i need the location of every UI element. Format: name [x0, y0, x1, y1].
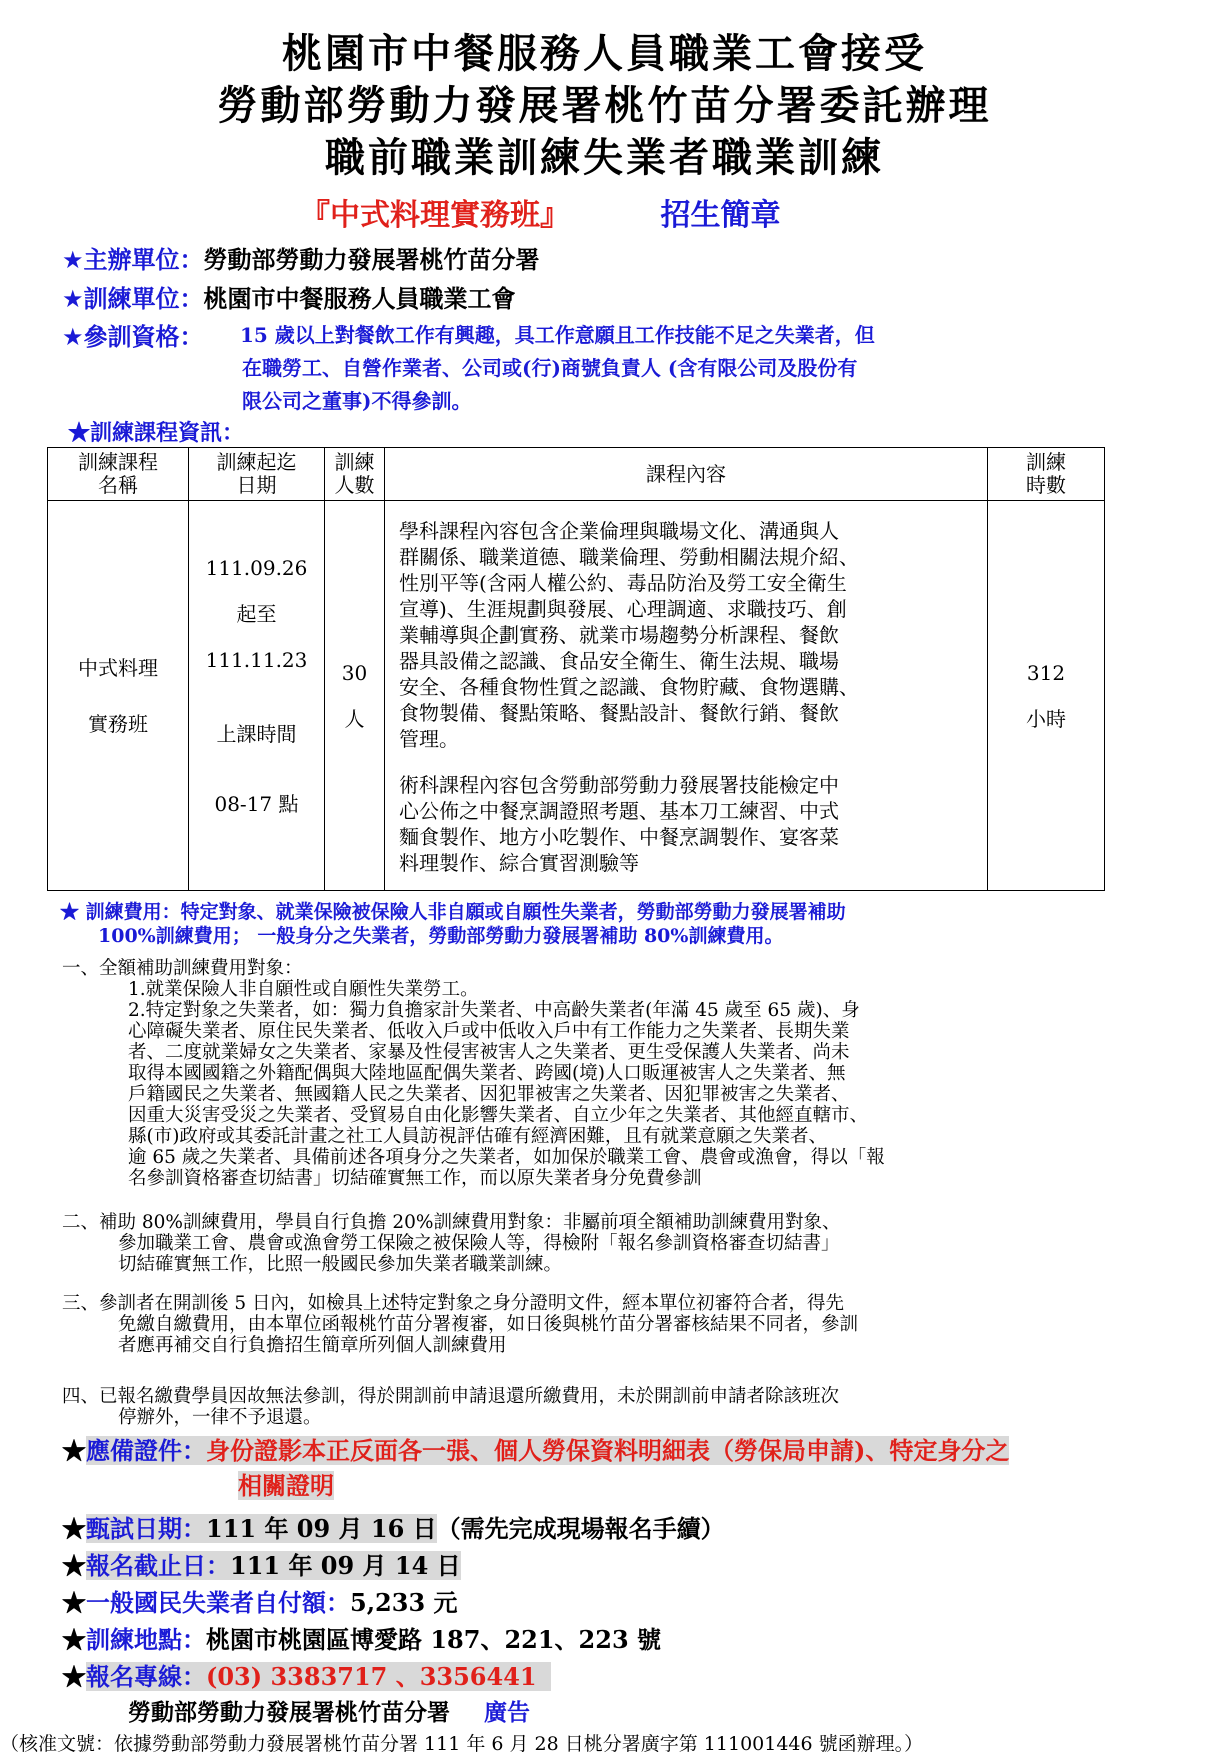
title-line-1: 桃園市中餐服務人員職業工會接受	[282, 30, 927, 77]
organizer-label: 主辦單位：	[83, 245, 204, 274]
title-line-2: 勞動部勞動力發展署桃竹苗分署委託辦理	[217, 82, 992, 129]
class-name: 『中式料理實務班』	[300, 198, 570, 233]
subtitle	[300, 190, 780, 234]
organizer-row	[62, 240, 540, 275]
star-icon: ★	[62, 1588, 86, 1617]
eligibility-text	[240, 319, 875, 418]
location-row	[62, 1620, 661, 1655]
section-3: 三、參訓者在開訓後 5 日內，如檢具上述特定對象之身分證明文件，經本單位初審符合者，得先 免繳自繳費用，由本單位函報桃竹苗分署複審，如日後與桃竹苗分署審核結果不同者，參訓 者應再補交自行負擔招生簡章所列個人訓練費用	[62, 1293, 859, 1356]
course-info-row	[68, 416, 244, 447]
section-1-heading: 一、全額補助訓練費用對象：	[62, 958, 303, 979]
eligibility-line: 限公司之董事)不得參訓。	[242, 389, 472, 413]
exam-note: （需先完成現場報名手續）	[436, 1514, 725, 1543]
hotline-row	[62, 1657, 551, 1692]
documents-value: 身份證影本正反面各一張、個人勞保資料明細表（勞保局申請)、特定身分之	[206, 1436, 1010, 1465]
section-1	[62, 958, 885, 1189]
hotline-value: (03) 3383717 、3356441	[206, 1662, 551, 1691]
footer-agency: 勞動部勞動力發展署桃竹苗分署	[128, 1699, 450, 1726]
section-1-body: 1.就業保險人非自願性或自願性失業勞工。 2.特定對象之失業者，如：獨力負擔家計失業者、中高齡失業者(年滿 45 歲至 65 歲)、身 心障礙失業者、原住民失業者、低收入戶或中低收入戶中有工作能力之失業者、長期失業 者、二度就業婦女之失業者、家暴及性侵害被害人之失業者、更生受保護人失業者、尚未 取得本國國籍之外籍配偶與大陸地區配偶失業者、跨國(境)人口販運被害人之失業者、無 戶籍國民之失業者、無國籍人民之失業者、因犯罪被害之失業者、因犯罪被害之失業者、 因重大災害受災之失業者、受貿易自由化影響失業者、自立少年之失業者、其他經直轄市、 縣(市)政府或其委託計畫之社工人員訪視評估確有經濟困難，且有就業意願之失業者、 逾 65 歲之失業者、具備前述各項身分之失業者，如加保於職業工會、農會或漁會，得以「報 名參訓資格審查切結書」切結確實無工作，而以原失業者身分免費參訓	[128, 979, 885, 1189]
eligibility-row	[62, 317, 204, 352]
documents-row	[62, 1431, 1009, 1466]
title-line-3: 職前職業訓練失業者職業訓練	[325, 134, 884, 181]
footer-ad: 廣告	[484, 1699, 531, 1726]
star-icon: ★	[62, 246, 84, 274]
trainer-label: 訓練單位：	[83, 284, 204, 313]
star-icon: ★	[62, 323, 84, 351]
star-icon: ★	[62, 1514, 86, 1543]
exam-row	[62, 1509, 725, 1544]
section-2: 二、補助 80%訓練費用，學員自行負擔 20%訓練費用對象：非屬前項全額補助訓練費用對象、 參加職業工會、農會或漁會勞工保險之被保險人等，得檢附「報名參訓資格審查切結書」 切結確實無工作，比照一般國民參加失業者職業訓練。	[62, 1212, 841, 1275]
star-icon: ★	[62, 1625, 86, 1654]
star-icon: ★	[62, 285, 84, 313]
exam-label: 甄試日期：	[86, 1514, 206, 1543]
selfpay-row	[62, 1583, 458, 1618]
deadline-row	[62, 1546, 461, 1581]
exam-value: 111 年 09 月 16 日	[206, 1514, 437, 1543]
table-row	[48, 501, 1105, 891]
brochure-label: 招生簡章	[660, 198, 781, 233]
organizer-value: 勞動部勞動力發展署桃竹苗分署	[203, 245, 540, 274]
location-label: 訓練地點：	[86, 1625, 206, 1654]
header-hours: 訓練 時數	[988, 448, 1105, 501]
header-count: 訓練 人數	[325, 448, 385, 501]
cell-hours: 312 小時	[988, 501, 1105, 891]
section-4: 四、已報名繳費學員因故無法參訓，得於開訓前申請退還所繳費用，未於開訓前申請者除該班次 停辦外，一律不予退還。	[62, 1386, 840, 1428]
content-academic: 學科課程內容包含企業倫理與職場文化、溝通與人 群關係、職業道德、職業倫理、勞動相關法規介紹、 性別平等(含兩人權公約、毒品防治及勞工安全衛生 宣導)、生涯規劃與發展、心理調適、求職技巧、創 業輔導與企劃實務、就業市場趨勢分析課程、餐飲 器具設備之認識、食品安全衛生、衛生法規、職場 安全、各種食物性質之認識、食物貯藏、食物選購、 食物製備、餐點策略、餐點設計、餐飲行銷、餐飲 管理。	[399, 518, 859, 751]
eligibility-line: 15 歲以上對餐飲工作有興趣，具工作意願且工作技能不足之失業者，但	[240, 323, 875, 347]
documents-label: 應備證件：	[86, 1436, 206, 1465]
hotline-label: 報名專線：	[86, 1662, 206, 1691]
course-info-label: 訓練課程資訊：	[90, 420, 245, 446]
star-icon: ★	[62, 1662, 86, 1691]
cell-count: 30 人	[325, 501, 385, 891]
header-dates: 訓練起迄 日期	[189, 448, 325, 501]
eligibility-line: 在職勞工、自營作業者、公司或(行)商號負責人 (含有限公司及股份有	[242, 356, 858, 380]
eligibility-label: 參訓資格：	[83, 322, 204, 351]
header-name: 訓練課程 名稱	[48, 448, 189, 501]
selfpay-value: 5,233 元	[350, 1588, 458, 1617]
content-technical: 術科課程內容包含勞動部勞動力發展署技能檢定中 心公佈之中餐烹調證照考題、基本刀工練習、中式 麵食製作、地方小吃製作、中餐烹調製作、宴客菜 料理製作、綜合實習測驗等	[399, 772, 839, 875]
cell-course-name: 中式料理 實務班	[48, 501, 189, 891]
star-icon: ★	[62, 1551, 86, 1580]
documents-value-2: 相關證明	[238, 1471, 334, 1500]
selfpay-label: 一般國民失業者自付額：	[86, 1588, 350, 1617]
trainer-value: 桃園市中餐服務人員職業工會	[203, 284, 516, 313]
header-content: 課程內容	[385, 448, 988, 501]
cell-dates: 111.09.26 起至 111.11.23 上課時間 08-17 點	[189, 501, 325, 891]
location-value: 桃園市桃園區博愛路 187、221、223 號	[206, 1625, 662, 1654]
course-table	[47, 447, 1105, 891]
cell-content	[385, 501, 988, 891]
deadline-label: 報名截止日：	[86, 1551, 230, 1580]
deadline-value: 111 年 09 月 14 日	[230, 1551, 461, 1580]
footer-approval: （核准文號：依據勞動部勞動力發展署桃竹苗分署 111 年 6 月 28 日桃分署廣字第 111001446 號函辦理。）	[0, 1733, 924, 1755]
star-icon: ★	[62, 1436, 86, 1465]
fee-note: ★ 訓練費用：特定對象、就業保險被保險人非自願或自願性失業者，勞動部勞動力發展署補助 100%訓練費用； 一般身分之失業者，勞動部勞動力發展署補助 80%訓練費用。	[60, 901, 846, 947]
table-header-row	[48, 448, 1105, 501]
footer-agency-row	[128, 1694, 530, 1727]
star-icon: ★	[68, 420, 91, 446]
trainer-row	[62, 279, 516, 314]
